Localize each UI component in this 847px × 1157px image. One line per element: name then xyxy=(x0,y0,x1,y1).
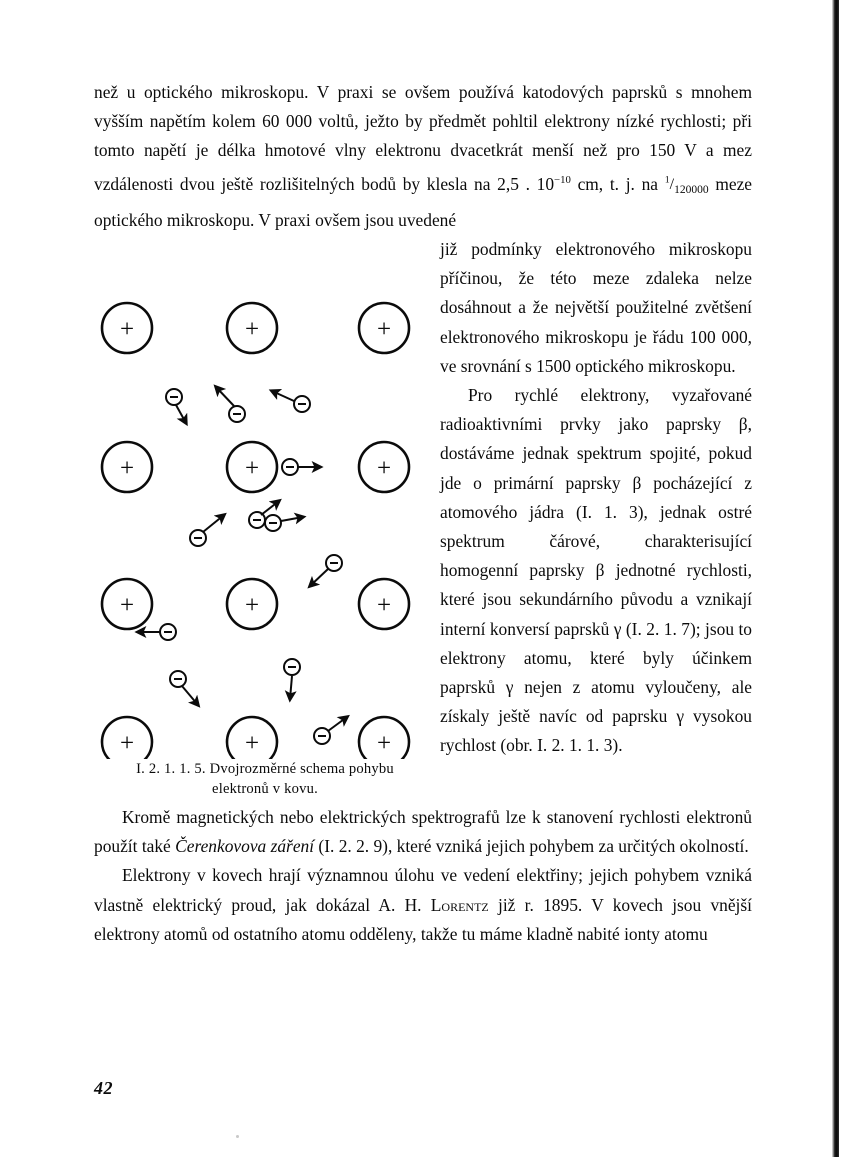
paragraph-2: již podmínky elektronového mikroskopu příčinou, že této meze zdaleka nelze dosáhnout a že největší použitelné zvětšení elektronového mikroskopu je řádu 100 000, ve srovnání s 1500 optického mikroskopu. xyxy=(440,239,752,376)
exponent: −10 xyxy=(554,173,571,186)
paper-speck xyxy=(236,1135,239,1138)
svg-text:+: + xyxy=(119,730,135,758)
page-content xyxy=(94,78,752,949)
paragraph-5-text-a: Elektrony v kovech hrají významnou úlohu ve vedení elektřiny; jejich pohybem vzniká vlastně elektrický proud, jak dokázal A. H. xyxy=(94,865,752,915)
paragraph-3: Pro rychlé elektrony, vyzařované radioaktivními prvky jako paprsky β, dostáváme jednak spektrum spojité, pokud jde o primární paprsky β pocházející z atomového jádra (I. 1. 3), jednak ostré spektrum čárové, charakterisující homogenní paprsky β jednotné rychlosti, které jsou sekundárního původu a vznikají interní konversí paprsků γ (I. 2. 1. 7); jsou to elektrony atomu, které byly účinkem paprsků γ nejen z atomu vyloučeny, ale získaly ještě navíc od paprsku γ vysokou rychlost (obr. I. 2. 1. 1. 3). xyxy=(440,385,752,756)
figure-block xyxy=(94,239,440,799)
ion-group xyxy=(102,303,409,759)
svg-text:+: + xyxy=(244,592,260,620)
svg-text:+: + xyxy=(376,455,392,483)
binding-outer-margin xyxy=(839,0,847,1157)
svg-text:+: + xyxy=(376,592,392,620)
paragraph-4 xyxy=(94,803,752,861)
svg-text:+: + xyxy=(376,730,392,758)
figure-caption-line-2: elektronů v kovu. xyxy=(212,781,318,798)
svg-text:+: + xyxy=(244,730,260,758)
paragraph-4-text-a: Kromě magnetických nebo elektrických spektrografů lze k stanovení rychlosti elektronů použít také xyxy=(94,807,752,857)
paragraph-1 xyxy=(94,78,752,235)
paragraph-5-text-b: již r. 1895. V kovech jsou vnější elektrony atomů od ostatního atomu odděleny, takže tu máme kladně nabité ionty atomu xyxy=(94,894,752,944)
svg-text:+: + xyxy=(244,316,260,344)
figure-diagram xyxy=(94,239,440,759)
author-name-smallcaps: Lorentz xyxy=(430,894,489,915)
paragraph-1-text-a: než u optického mikroskopu. V praxi se ovšem používá katodových paprsků s mnohem vyšším napětím kolem 60 000 voltů, ježto by předmět pohltil elektrony nízké rychlosti; při tomto napětí je délka hmotové vlny elektronu dvacetkrát menší než pro 150 V a mez vzdálenosti dvou ještě rozlišitelných bodů by klesla na 2,5 . 10 xyxy=(94,82,752,194)
binding-shadow xyxy=(832,0,839,1157)
figure-caption-line-1: I. 2. 1. 1. 5. Dvojrozměrné schema pohybu xyxy=(136,761,394,778)
fraction: $^1/_{120000}$ xyxy=(664,175,709,197)
figure-caption xyxy=(100,759,430,799)
ion-charge-labels xyxy=(120,316,391,757)
svg-text:+: + xyxy=(244,455,260,483)
svg-text:+: + xyxy=(119,592,135,620)
fraction-numerator: 1 xyxy=(664,175,670,187)
paragraph-1-text-c: meze optického mikroskopu. V praxi ovšem jsou uvedené xyxy=(94,173,753,230)
paragraph-1-text-b: cm, t. j. na xyxy=(570,173,665,194)
paragraph-4-text-b: (I. 2. 2. 9), které vzniká jejich pohybem za určitých okolností. xyxy=(314,836,749,857)
page-number: 42 xyxy=(94,1078,113,1098)
book-binding-edge xyxy=(821,0,847,1157)
paragraph-4-italic: Čerenkovova záření xyxy=(175,836,315,857)
svg-text:+: + xyxy=(376,316,392,344)
svg-text:+: + xyxy=(119,455,135,483)
electron-motion-schema xyxy=(94,239,440,759)
electron-group xyxy=(138,387,347,744)
paragraph-5 xyxy=(94,861,752,949)
svg-text:+: + xyxy=(119,316,135,344)
fraction-denominator: 120000 xyxy=(674,184,709,197)
